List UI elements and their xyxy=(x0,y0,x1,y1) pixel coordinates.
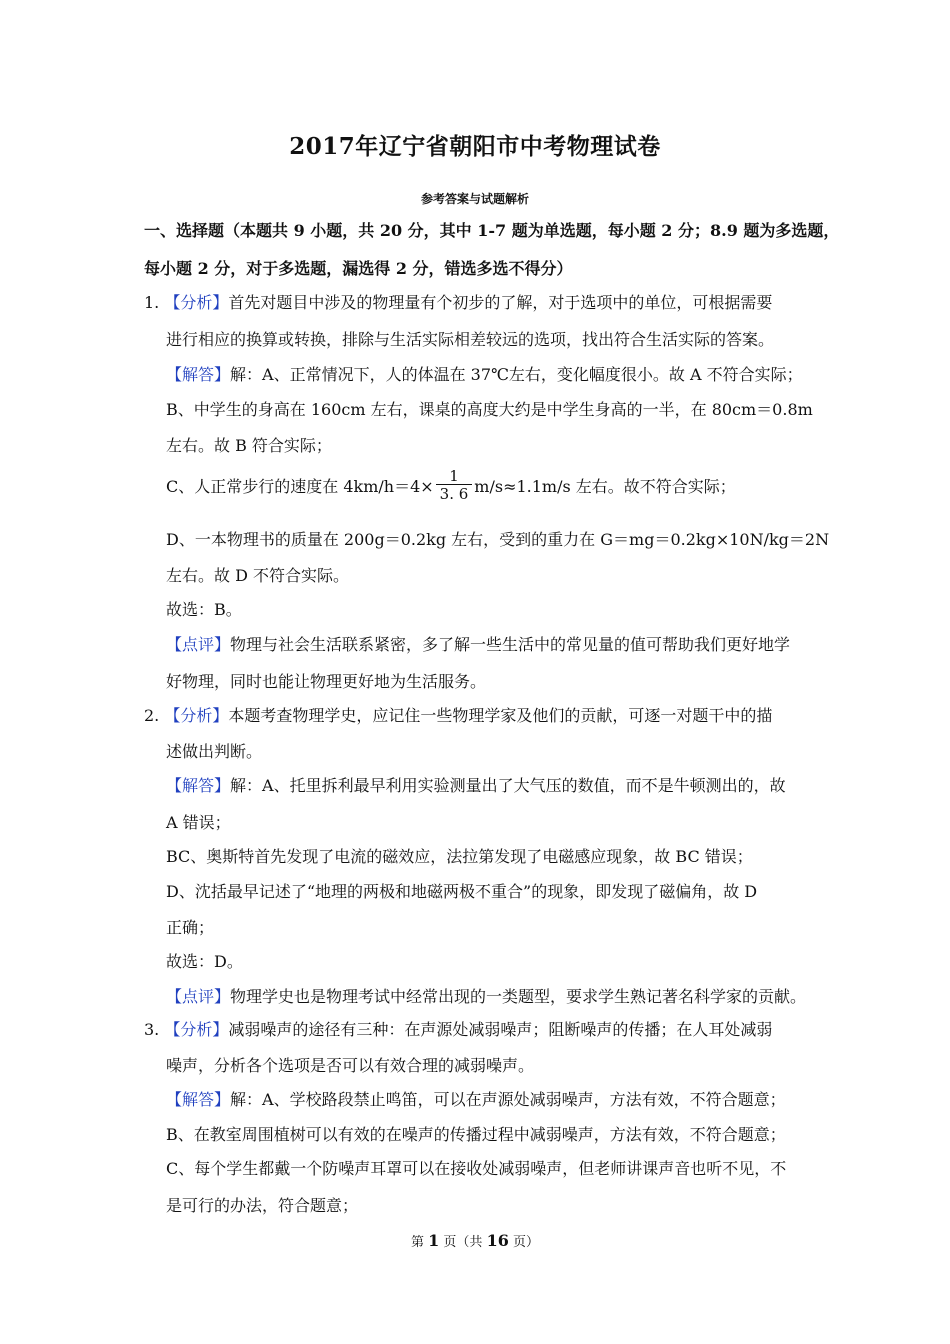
q3-solution-line-2: B、在教室周围植树可以有效的在噪声的传播过程中减弱噪声，方法有效，不符合题意； xyxy=(166,1125,786,1144)
q1-analysis-line-2: 进行相应的换算或转换，排除与生活实际相差较远的选项，找出符合生活实际的答案。 xyxy=(166,330,775,349)
q2-solution-line-4: D、沈括最早记述了“地理的两极和地磁两极不重合”的现象，即发现了磁偏角，故 D xyxy=(166,882,758,901)
total-page-count: 16 xyxy=(486,1231,509,1250)
comment-tag: 【点评】 xyxy=(166,987,231,1006)
page-footer: 第 1 页（共 16 页） xyxy=(411,1231,539,1250)
q2-comment-line-1: 【点评】物理学史也是物理考试中经常出现的一类题型，要求学生熟记著名科学家的贡献。 xyxy=(166,987,807,1006)
fraction xyxy=(436,468,473,503)
q1-solution-line-d2: 左右。故 D 不符合实际。 xyxy=(166,566,350,585)
q1-answer: 故选：B。 xyxy=(166,600,242,619)
q2-solution-line-3: BC、奥斯特首先发现了电流的磁效应，法拉第发现了电磁感应现象，故 BC 错误； xyxy=(166,847,753,866)
fraction-numerator: 1 xyxy=(436,468,473,485)
q1-solution-line-2: B、中学生的身高在 160cm 左右，课桌的高度大约是中学生身高的一半，在 80cm＝0.8m xyxy=(166,400,813,419)
q3-number: 3. xyxy=(144,1020,160,1039)
q1-solution-line-3: 左右。故 B 符合实际； xyxy=(166,436,332,455)
fraction-denominator: 3. 6 xyxy=(439,485,469,503)
q2-solution-line-5: 正确； xyxy=(166,918,215,937)
q2-analysis-line-1: 2. 【分析】本题考查物理学史，应记住一些物理学家及他们的贡献，可逐一对题干中的描 xyxy=(144,706,773,725)
q1-analysis-text: 首先对题目中涉及的物理量有个初步的了解，对于选项中的单位，可根据需要 xyxy=(228,293,773,312)
q3-solution-line-1: 【解答】解：A、学校路段禁止鸣笛，可以在声源处减弱噪声，方法有效，不符合题意； xyxy=(166,1090,786,1109)
section-heading-line-1: 一、选择题（本题共 9 小题，共 20 分，其中 1-7 题为单选题，每小题 2 分；8.9 题为多选题， xyxy=(144,221,840,240)
section-heading-line-2: 每小题 2 分，对于多选题，漏选得 2 分，错选多选不得分） xyxy=(144,259,573,278)
page-subtitle: 参考答案与试题解析 xyxy=(420,192,529,206)
q1-solution-line-d1: D、一本物理书的质量在 200g＝0.2kg 左右，受到的重力在 G＝mg＝0.2kg×10N/kg＝2N xyxy=(166,530,830,549)
q1-analysis-line-1 xyxy=(144,293,772,313)
comment-tag: 【点评】 xyxy=(166,635,231,654)
q3-solution-line-3: C、每个学生都戴一个防噪声耳罩可以在接收处减弱噪声，但老师讲课声音也听不见，不 xyxy=(166,1159,787,1178)
q1-number: 1. xyxy=(144,293,160,312)
q3-solution-line-4: 是可行的办法，符合题意； xyxy=(166,1196,359,1215)
q2-solution-line-1: 【解答】解：A、托里拆利最早利用实验测量出了大气压的数值，而不是牛顿测出的，故 xyxy=(166,776,786,795)
q3-analysis-line-2: 噪声，分析各个选项是否可以有效合理的减弱噪声。 xyxy=(166,1056,535,1075)
q1-solution-line-c: C、人正常步行的速度在 4km/h＝4× $\frac{1}{3. 6}$ m/s≈1.1m/s 左右。故不符合实际； xyxy=(166,467,736,503)
q1-comment-line-1: 【点评】物理与社会生活联系紧密，多了解一些生活中的常见量的值可帮助我们更好地学 xyxy=(166,635,791,654)
analysis-tag: 【分析】 xyxy=(164,1020,229,1039)
analysis-tag: 【分析】 xyxy=(164,706,229,725)
q3-analysis-line-1: 3. 【分析】减弱噪声的途径有三种：在声源处减弱噪声；阻断噪声的传播；在人耳处减弱 xyxy=(144,1020,773,1039)
q2-solution-line-2: A 错误； xyxy=(166,813,231,832)
solution-tag: 【解答】 xyxy=(166,776,231,795)
q1-comment-line-2: 好物理，同时也能让物理更好地为生活服务。 xyxy=(166,672,487,691)
q2-analysis-line-2: 述做出判断。 xyxy=(166,742,263,761)
q2-number: 2. xyxy=(144,706,160,725)
analysis-tag: 【分析】 xyxy=(164,293,229,312)
solution-tag: 【解答】 xyxy=(166,365,231,384)
q1-solution-line-1: 【解答】解：A、正常情况下，人的体温在 37℃左右，变化幅度很小。故 A 不符合实际； xyxy=(166,365,803,384)
current-page-number: 1 xyxy=(428,1231,440,1250)
solution-tag: 【解答】 xyxy=(166,1090,231,1109)
q2-answer: 故选：D。 xyxy=(166,952,243,971)
page-title: 2017年辽宁省朝阳市中考物理试卷 xyxy=(289,133,661,160)
